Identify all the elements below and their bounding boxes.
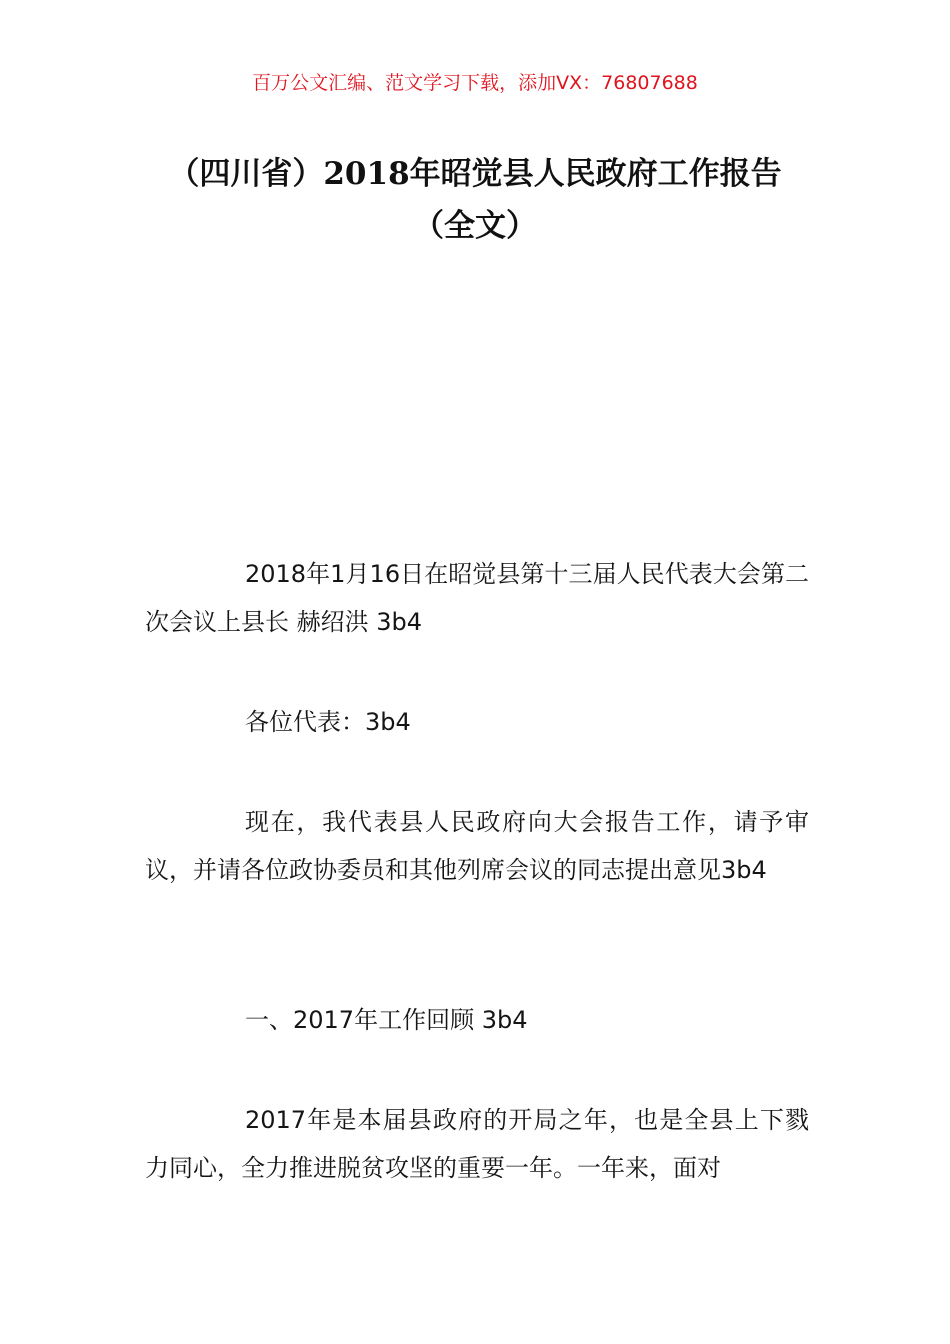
document-title: （四川省）2018年昭觉县人民政府工作报告（全文） bbox=[168, 156, 782, 244]
paragraph-text: 2018年1月16日在昭觉县第十三届人民代表大会第二次会议上县长 赫绍洪 3b4 bbox=[145, 560, 809, 636]
paragraph-opening bbox=[145, 798, 809, 894]
paragraph-review-intro bbox=[145, 1096, 809, 1192]
section-heading-review bbox=[145, 996, 809, 1044]
paragraph-text: 2017年是本届县政府的开局之年，也是全县上下戮力同心，全力推进脱贫攻坚的重要一年。一年来，面对 bbox=[145, 1106, 809, 1182]
header-promo-note: 百万公文汇编、范文学习下载，添加VX：76807688 bbox=[252, 72, 698, 94]
paragraph-text: 现在，我代表县人民政府向大会报告工作，请予审议，并请各位政协委员和其他列席会议的同志提出意见3b4 bbox=[145, 808, 809, 884]
paragraph-text: 各位代表：3b4 bbox=[245, 708, 411, 736]
paragraph-text: 一、2017年工作回顾 3b4 bbox=[245, 1006, 528, 1034]
paragraph-salutation bbox=[145, 698, 809, 746]
paragraph-meeting-info bbox=[145, 550, 809, 646]
